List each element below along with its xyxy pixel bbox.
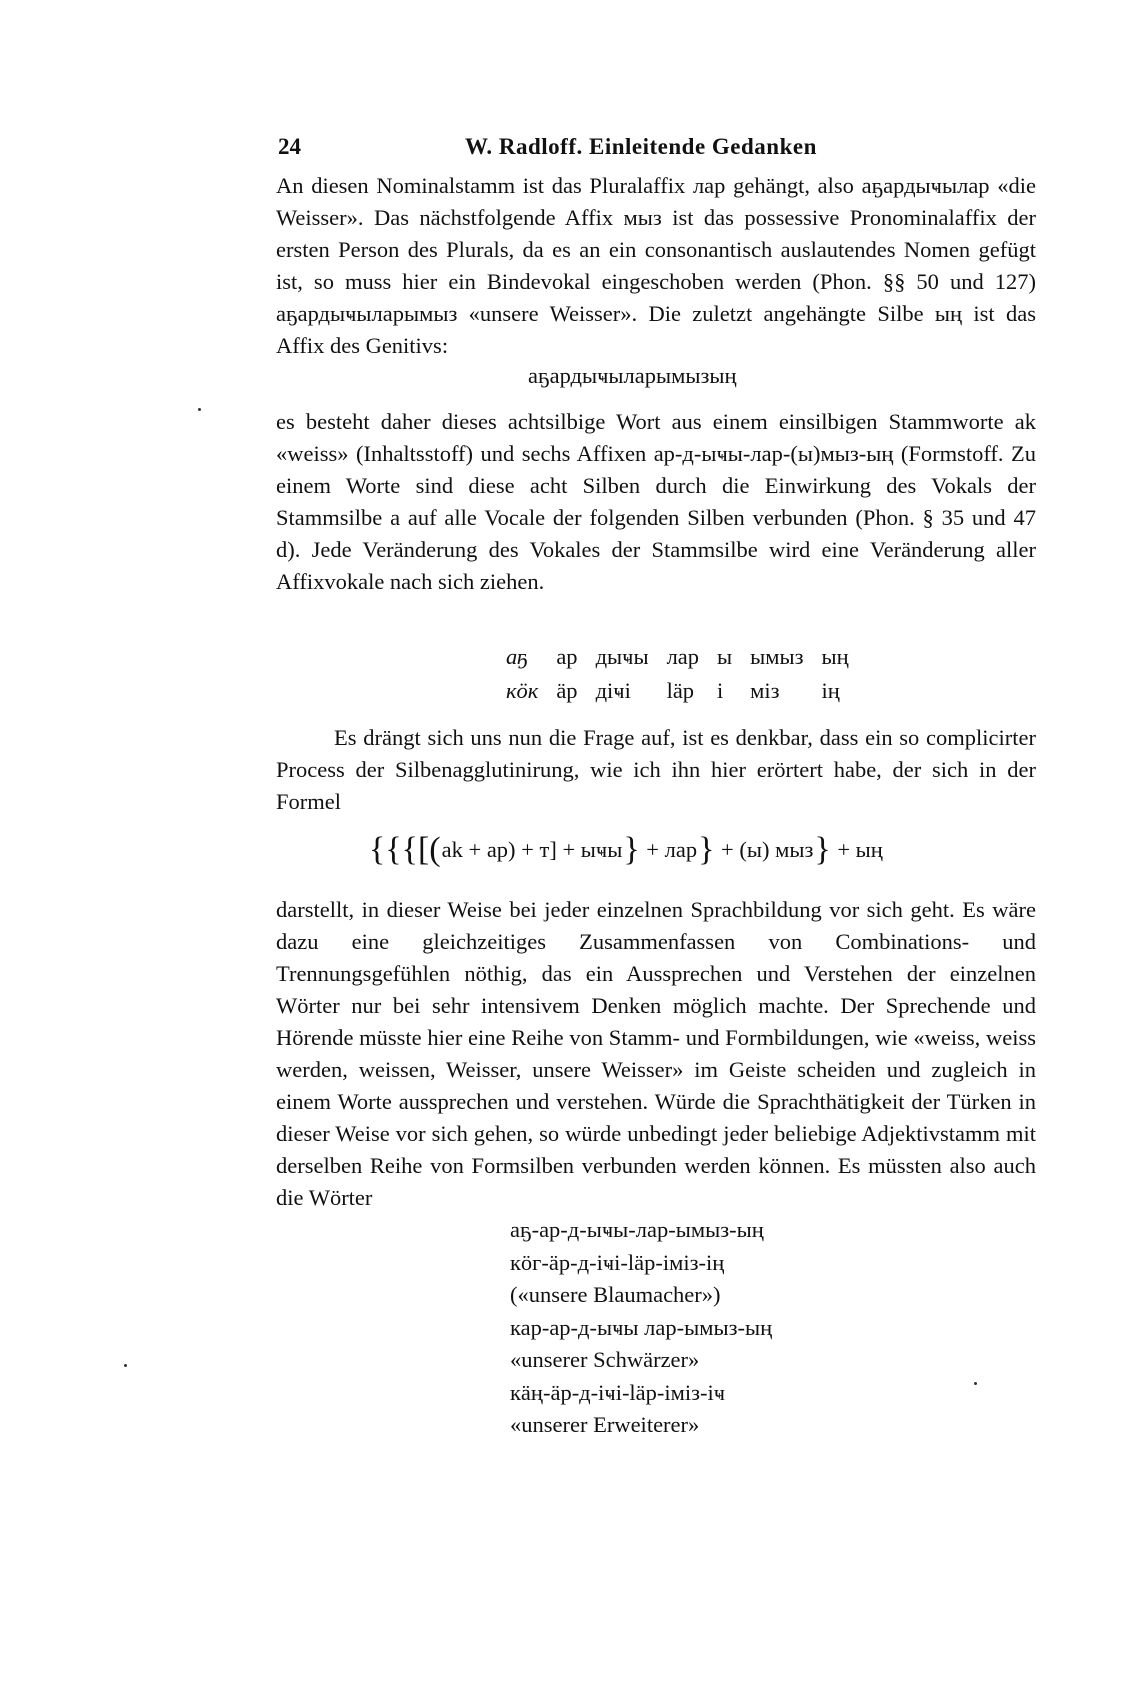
syllable: дыҹы <box>595 644 649 669</box>
example-word-list <box>510 1214 772 1442</box>
syllable: кӧк <box>506 678 539 703</box>
running-head: W. Radloff. Einleitende Gedanken <box>465 134 817 159</box>
plus-sign: + <box>721 837 734 862</box>
syllable: лар <box>666 644 700 669</box>
syllable: ы <box>717 644 733 669</box>
example-line: кäң-äр-д-іҹі-läр-іміз-іҹ <box>510 1379 726 1405</box>
paragraph-1: An diesen Nominalstamm ist das Pluralaffix лар gehängt, also аҕардыҹылар «die Weisser». Das nächstfolgende Affix мыз ist das possessive Pronominalaffix der ersten Person des Plurals, da es an ein consonantisch auslautendes Nomen gefügt ist, so muss hier ein Bindevokal eingeschoben werden (Phon. §§ 50 und 127) аҕардыҹыларымыз «unsere Weisser». Die zuletzt angehängte Silbe ың ist das Affix des Genitivs: <box>276 173 1036 358</box>
page-header <box>278 134 1038 166</box>
plus-sign: + <box>521 837 534 862</box>
plus-sign: + <box>468 837 482 862</box>
formula-term: т] <box>539 837 557 862</box>
syllable: діҹі <box>595 678 631 703</box>
centered-word: аҕардыҹыларымызың <box>528 363 737 388</box>
alignment-row-back-vowels <box>506 640 867 674</box>
formula-term: (ы) мыз <box>739 837 814 862</box>
formula-term: ың <box>855 837 883 862</box>
example-line: («unsere Blaumacher») <box>510 1282 721 1307</box>
example-line: «unserer Erweiterer» <box>510 1412 700 1437</box>
plus-sign: + <box>837 837 851 862</box>
page-number: 24 <box>278 134 301 159</box>
example-line: кар-ар-д-ыҹы лар-ымыз-ың <box>510 1314 773 1340</box>
example-line: кӧг-äр-д-іҹі-läр-іміз-ің <box>510 1249 725 1275</box>
paragraph-2: es besteht daher dieses achtsilbige Wort aus einem einsilbigen Stammworte ak «weiss» (Inhaltsstoff) und sechs Affixen ар-д-ыҹы-лар-(ы)мыз-ың (Formstoff. Zu einem Worte sind diese acht Silben durch die Einwirkung des Vokals der Stammsilbe a auf alle Vocale der folgenden Silben verbunden (Phon. § 35 und 47 d). Jede Veränderung des Vokales der Stammsilbe wird eine Veränderung aller Affixvokale nach sich ziehen. <box>276 409 1036 594</box>
syllable: аҕ <box>506 644 528 669</box>
formula-term: ak <box>441 837 463 862</box>
vowel-alignment-table <box>506 640 867 708</box>
agglutination-formula <box>368 830 883 870</box>
syllable: ар <box>556 644 578 669</box>
syllable: ың <box>821 644 849 669</box>
syllable: läр <box>666 678 695 703</box>
formula-term: ыҹы <box>580 837 623 862</box>
formula-close-brace: } <box>814 831 831 868</box>
scan-speck <box>124 1364 127 1367</box>
formula-open-brackets: {{{[( <box>369 831 441 868</box>
formula-close-brace: } <box>623 831 640 868</box>
formula-term: ар) <box>486 837 516 862</box>
scan-speck <box>198 408 201 411</box>
syllable: міз <box>750 678 780 703</box>
syllable: ымыз <box>750 644 804 669</box>
syllable: äр <box>556 678 578 703</box>
example-line: аҕ-ар-д-ыҹы-лар-ымыз-ың <box>510 1217 764 1242</box>
scan-speck <box>974 1382 977 1385</box>
formula-close-brace: } <box>698 831 715 868</box>
paragraph-3: Es drängt sich uns nun die Frage auf, ist es denkbar, dass ein so complicirter Process der Silbenagglutinirung, wie ich ihn hier erörtert habe, der sich in der Formel <box>276 725 1036 814</box>
formula-term: лар <box>664 837 698 862</box>
paragraph-4: darstellt, in dieser Weise bei jeder einzelnen Sprachbildung vor sich geht. Es wäre dazu eine gleichzeitiges Zusammenfassen von Combinations- und Trennungsgefühlen nöthig, das ein Aussprechen und Verstehen der einzelnen Wörter nur bei sehr intensivem Denken möglich machte. Der Sprechende und Hörende müsste hier eine Reihe von Stamm- und Formbildungen, wie «weiss, weiss werden, weissen, Weisser, unsere Weisser» im Geiste scheiden und zugleich in einem Worte aussprechen und verstehen. Würde die Sprachthätigkeit der Türken in dieser Weise vor sich gehen, so würde unbedingt jeder beliebige Adjektivstamm mit derselben Reihe von Formsilben verbunden werden können. Es müssten also auch die Wörter <box>276 897 1036 1210</box>
plus-sign: + <box>646 837 659 862</box>
syllable: ің <box>821 678 840 703</box>
example-line: «unserer Schwärzer» <box>510 1347 700 1372</box>
alignment-row-front-vowels <box>506 674 867 708</box>
syllable: і <box>717 678 724 703</box>
plus-sign: + <box>562 837 576 862</box>
